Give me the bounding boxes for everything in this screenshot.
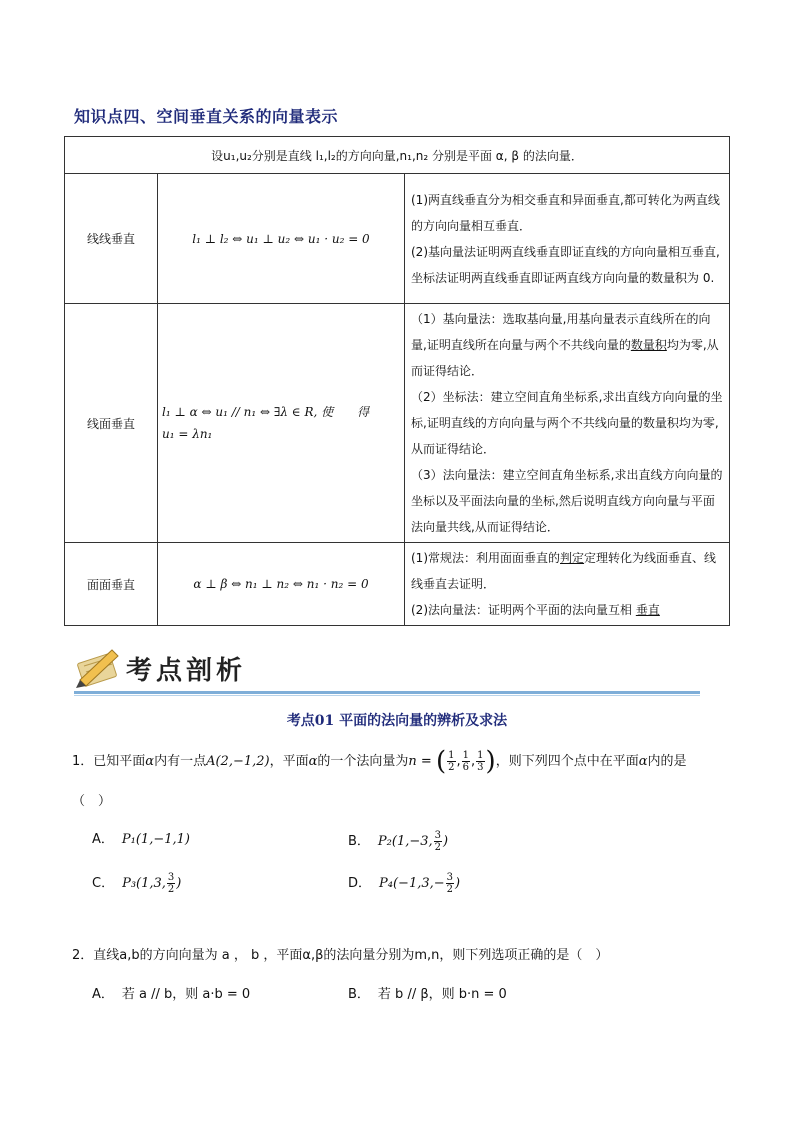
row-label: 面面垂直 bbox=[65, 543, 158, 626]
vector-relation-table bbox=[64, 136, 730, 626]
denominator: 6 bbox=[462, 762, 470, 773]
question-number: 2． bbox=[72, 948, 94, 963]
numerator: 1 bbox=[462, 750, 470, 761]
note-underlined: 垂直 bbox=[635, 603, 660, 617]
math-vector: n bbox=[408, 754, 417, 769]
row-label: 线线垂直 bbox=[65, 174, 158, 304]
note-text: 均为零,从而证得结论． bbox=[411, 338, 719, 378]
paren-open: ( bbox=[435, 746, 447, 777]
note-underlined: 数量积 bbox=[630, 338, 667, 352]
answer-paren: （ ） bbox=[72, 794, 112, 809]
table-header-row bbox=[65, 137, 730, 174]
row-notes bbox=[405, 304, 730, 543]
denominator: 2 bbox=[167, 884, 175, 895]
option-b[interactable] bbox=[348, 830, 448, 853]
fraction bbox=[462, 750, 470, 773]
numerator: 3 bbox=[167, 872, 175, 883]
option-d[interactable] bbox=[348, 872, 460, 895]
note-item bbox=[411, 597, 723, 623]
option-point: P₄(−1,3,− bbox=[379, 876, 445, 891]
formula-line: u₁ = λn₁ bbox=[162, 427, 213, 441]
note-underlined: 判定 bbox=[560, 551, 585, 565]
question-1: 1．已知平面α内有一点A(2,−1,2)，平面α的一个法向量为n = ( $\frac{1}{2}$ , $\frac{1}{6}$ , $\frac{1}{3}$ )，则下列四个点中在平面α内的是 bbox=[72, 746, 687, 777]
subsection-title: 考点01 平面的法向量的辨析及求法 bbox=[286, 713, 508, 729]
row-label: 线面垂直 bbox=[65, 304, 158, 543]
option-point-end: ) bbox=[176, 876, 182, 891]
option-letter: A． bbox=[92, 832, 114, 847]
section-banner bbox=[74, 644, 700, 698]
option-b[interactable] bbox=[348, 985, 507, 1005]
note-item: (1)两直线垂直分为相交垂直和异面垂直,都可转化为两直线的方向向量相互垂直． bbox=[411, 192, 720, 233]
table-header-cell: 设u₁,u₂分别是直线 l₁,l₂的方向向量,n₁,n₂ 分别是平面 α, β 的法向量． bbox=[65, 137, 730, 174]
question-text: 已知平面 bbox=[93, 754, 146, 769]
denominator: 2 bbox=[446, 884, 454, 895]
table-row bbox=[65, 174, 730, 304]
row-formula: l₁ ⊥ l₂ ⇔ u₁ ⊥ u₂ ⇔ u₁ · u₂ = 0 bbox=[158, 174, 405, 304]
option-a[interactable] bbox=[92, 830, 190, 850]
math-point: A(2,−1,2) bbox=[206, 754, 270, 769]
note-text: （1）基向量法：选取基向量,用基向量表示直线所在的向量,证明直线所在向量与两个不共线向量的 bbox=[411, 312, 711, 352]
option-c[interactable] bbox=[92, 872, 181, 895]
option-letter: A． bbox=[92, 987, 114, 1002]
option-point-end: ) bbox=[455, 876, 461, 891]
math-symbol: α bbox=[638, 754, 648, 769]
option-point-end: ) bbox=[443, 834, 449, 849]
option-letter: B． bbox=[348, 834, 370, 849]
denominator: 3 bbox=[477, 762, 484, 773]
question-2 bbox=[72, 946, 732, 966]
note-item bbox=[411, 545, 723, 597]
numerator: 1 bbox=[448, 750, 455, 761]
pencil-notebook-icon bbox=[74, 644, 124, 688]
fraction bbox=[167, 872, 175, 895]
note-text: (1)常规法：利用面面垂直的 bbox=[411, 551, 560, 565]
row-formula bbox=[158, 304, 405, 543]
denominator: 2 bbox=[448, 762, 455, 773]
note-item: （3）法向量法：建立空间直角坐标系,求出直线方向向量的坐标以及平面法向量的坐标,然后说明直线方向向量与平面法向量共线,从而证得结论． bbox=[411, 468, 723, 534]
table-row bbox=[65, 543, 730, 626]
banner-divider bbox=[74, 691, 700, 694]
option-letter: D． bbox=[348, 876, 372, 891]
fraction bbox=[446, 872, 454, 895]
option-letter: B． bbox=[348, 987, 370, 1002]
question-text: 直线a,b的方向向量为 a ， b ，平面α,β的法向量分别为m,n，则下列选项正确的是（ ） bbox=[93, 948, 609, 963]
question-text: 内的是 bbox=[647, 754, 687, 769]
banner-divider-thin bbox=[74, 695, 700, 696]
note-text: 定理转化为线面垂直、线线垂直去证明． bbox=[411, 551, 717, 591]
table-row bbox=[65, 304, 730, 543]
option-point: P₂(1,−3, bbox=[377, 834, 433, 849]
option-point: P₃(1,3, bbox=[122, 876, 166, 891]
paren-close: ) bbox=[485, 746, 496, 777]
question-text: 内有一点 bbox=[154, 754, 207, 769]
option-text: 若 a // b，则 a·b = 0 bbox=[121, 987, 251, 1002]
denominator: 2 bbox=[434, 842, 442, 853]
numerator: 3 bbox=[434, 830, 442, 841]
fraction bbox=[476, 750, 484, 773]
math-equals: = bbox=[416, 754, 436, 769]
section-title: 知识点四、空间垂直关系的向量表示 bbox=[74, 107, 339, 126]
question-text: ，则下列四个点中在平面 bbox=[495, 754, 639, 769]
row-notes bbox=[405, 174, 730, 304]
row-notes bbox=[405, 543, 730, 626]
formula-line: l₁ ⊥ α ⇔ u₁ // n₁ ⇔ ∃λ ∈ R, 使 得 bbox=[162, 405, 370, 419]
numerator: 1 bbox=[477, 750, 484, 761]
question-text: 的一个法向量为 bbox=[317, 754, 409, 769]
row-formula: α ⊥ β ⇔ n₁ ⊥ n₂ ⇔ n₁ · n₂ = 0 bbox=[158, 543, 405, 626]
note-text: (2)法向量法：证明两个平面的法向量互相 bbox=[411, 603, 636, 617]
banner-title: 考点剖析 bbox=[126, 656, 247, 686]
fraction bbox=[434, 830, 442, 853]
option-letter: C． bbox=[92, 876, 115, 891]
note-item: （2）坐标法：建立空间直角坐标系,求出直线方向向量的坐标,证明直线的方向向量与两个不共线向量的数量积均为零,从而证得结论． bbox=[411, 390, 723, 456]
math-symbol: α bbox=[308, 754, 318, 769]
option-point: P₁(1,−1,1) bbox=[121, 832, 190, 847]
fraction bbox=[447, 750, 455, 773]
math-symbol: α bbox=[145, 754, 155, 769]
note-item bbox=[411, 306, 723, 384]
option-a[interactable] bbox=[92, 985, 250, 1005]
option-text: 若 b // β，则 b·n = 0 bbox=[377, 987, 507, 1002]
question-text: ，平面 bbox=[269, 754, 309, 769]
note-item: (2)基向量法证明两直线垂直即证直线的方向向量相互垂直,坐标法证明两直线垂直即证两直线方向向量的数量积为 0. bbox=[411, 244, 720, 285]
numerator: 3 bbox=[446, 872, 454, 883]
question-number: 1． bbox=[72, 754, 94, 769]
